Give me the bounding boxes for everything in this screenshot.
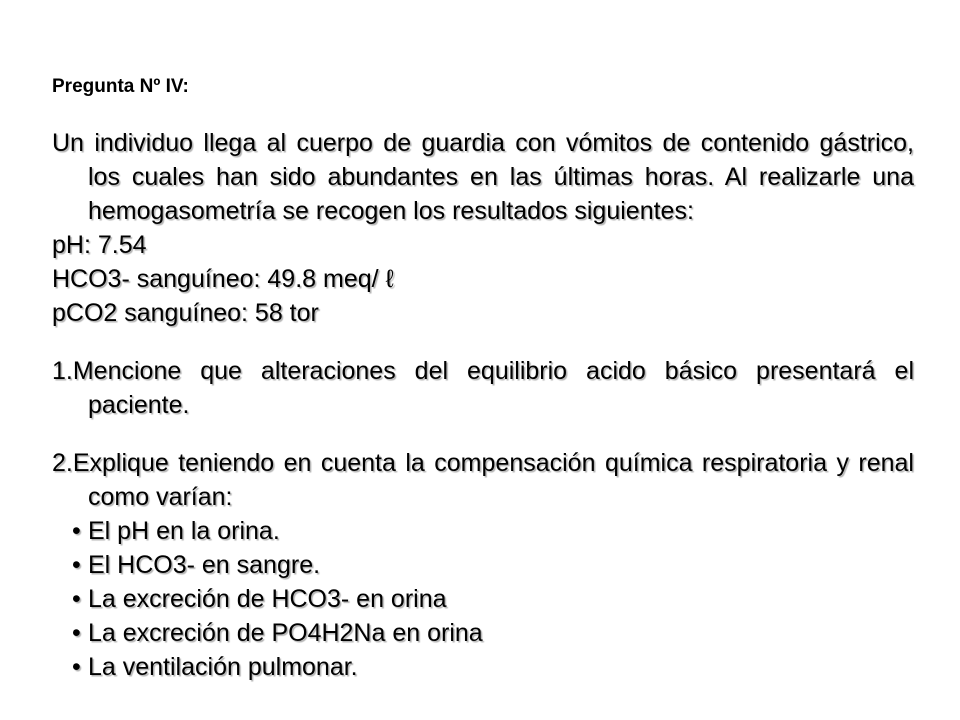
list-item-text: La excreción de PO4H2Na en orina [88,619,483,647]
result-hco3: HCO3- sanguíneo: 49.8 meq/ ℓ [52,265,394,293]
list-item-text: La ventilación pulmonar. [88,653,358,681]
spacer [52,330,914,354]
bullet-icon: • [72,619,81,647]
result-ph: pH: 7.54 [52,231,147,259]
bullet-icon: • [72,653,81,681]
list-item-text: El pH en la orina. [88,517,280,545]
list-item [52,514,914,548]
list-item [52,616,914,650]
question-heading: Pregunta Nº IV: [52,76,189,97]
bullet-icon: • [72,585,81,613]
spacer [52,422,914,446]
list-item [52,582,914,616]
result-pco2: pCO2 sanguíneo: 58 tor [52,299,319,327]
question-1: 1.Mencione que alteraciones del equilibrio acido básico presentará el paciente. [52,357,914,419]
list-item-text: La excreción de HCO3- en orina [88,585,447,613]
case-intro: Un individuo llega al cuerpo de guardia con vómitos de contenido gástrico, los cuales han sido abundantes en las últimas horas. Al realizarle una hemogasometría se recogen los resultados siguientes: [52,129,914,225]
list-item [52,548,914,582]
question-body [52,126,914,684]
bullet-icon: • [72,517,81,545]
list-item [52,650,914,684]
variation-list [52,514,914,684]
bullet-icon: • [72,551,81,579]
question-2: 2.Explique teniendo en cuenta la compensación química respiratoria y renal como varían: [52,449,914,511]
list-item-text: El HCO3- en sangre. [88,551,321,579]
